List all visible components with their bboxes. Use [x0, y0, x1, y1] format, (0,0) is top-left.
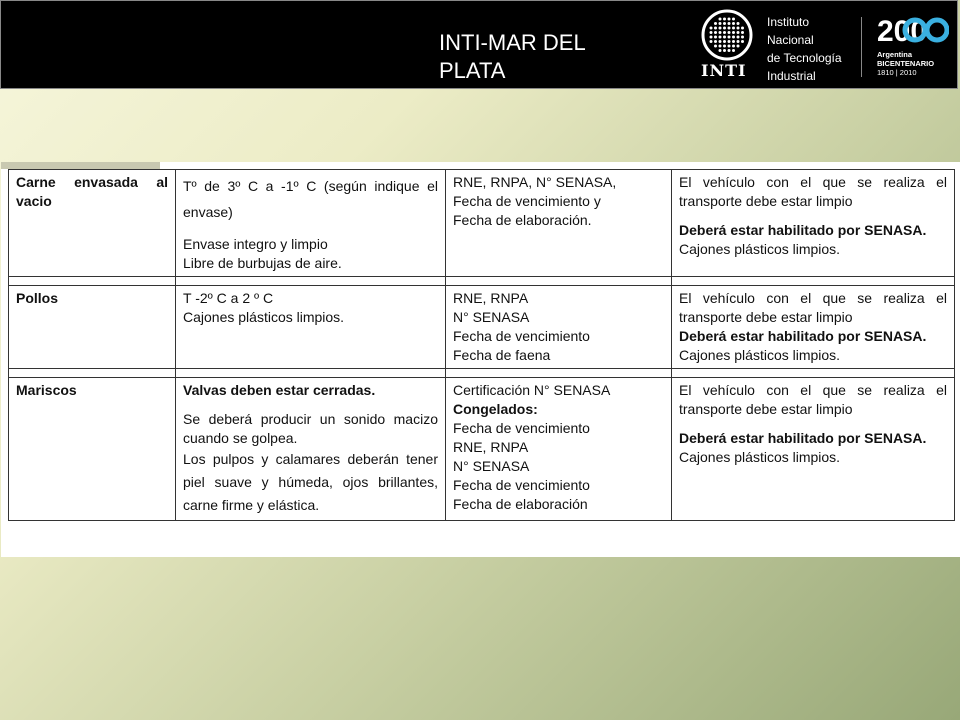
condition-line: Libre de burbujas de aire.	[183, 255, 342, 271]
bicentenario-200-icon	[877, 15, 949, 45]
transport-cell	[672, 286, 955, 369]
requirements-table	[8, 169, 955, 521]
transport-line: El vehículo con el que se realiza el transporte debe estar limpio	[679, 290, 947, 325]
bicentenario-logo	[877, 15, 959, 85]
documentation-line: Fecha de elaboración	[453, 496, 588, 512]
inti-line: Industrial	[767, 69, 816, 83]
documentation-line: Certificación N° SENASA	[453, 382, 611, 398]
transport-line: Cajones plásticos limpios.	[679, 449, 841, 465]
condition-line: Valvas deben estar cerradas.	[183, 382, 376, 398]
condition-line: Envase integro y limpio	[183, 236, 328, 252]
transport-line: Deberá estar habilitado por SENASA.	[679, 222, 927, 238]
table-spacer-row	[9, 277, 955, 286]
bicentenario-label: BICENTENARIO	[877, 59, 935, 68]
documentation-line: RNE, RNPA	[453, 290, 529, 306]
table-row	[9, 170, 955, 277]
documentation-line: Fecha de elaboración.	[453, 212, 592, 228]
documentation-line: Fecha de vencimiento	[453, 328, 590, 344]
transport-line: Cajones plásticos limpios.	[679, 347, 841, 363]
bicentenario-country: Argentina	[877, 50, 913, 59]
documentation-line: Fecha de vencimiento	[453, 420, 590, 436]
bicentenario-years: 1810 | 2010	[877, 68, 917, 77]
table-spacer-row	[9, 369, 955, 378]
bicentenario-number: 200	[877, 15, 928, 45]
header-bar	[0, 0, 958, 89]
transport-line: Deberá estar habilitado por SENASA.	[679, 430, 927, 446]
inti-institution-name	[767, 13, 857, 85]
documentation-cell	[446, 170, 672, 277]
documentation-cell	[446, 378, 672, 521]
product-cell: Pollos	[9, 286, 176, 369]
conditions-cell	[176, 170, 446, 277]
logo-divider	[861, 17, 862, 77]
requirements-table-image	[1, 162, 960, 557]
inti-globe-icon	[701, 9, 753, 61]
documentation-cell	[446, 286, 672, 369]
documentation-line: N° SENASA	[453, 309, 530, 325]
condition-line: Tº de 3º C a -1º C (según indique el envase)	[183, 178, 438, 220]
conditions-cell	[176, 378, 446, 521]
product-cell: Mariscos	[9, 378, 176, 521]
condition-line: Los pulpos y calamares deberán tener piel suave y húmeda, ojos brillantes, carne firme y elástica.	[183, 451, 438, 513]
documentation-line: RNE, RNPA, N° SENASA,	[453, 174, 617, 190]
transport-cell	[672, 378, 955, 521]
condition-line: Cajones plásticos limpios.	[183, 309, 345, 325]
table-row	[9, 378, 955, 521]
documentation-line: Fecha de vencimiento	[453, 477, 590, 493]
condition-line: T -2º C a 2 º C	[183, 290, 274, 306]
transport-line: Cajones plásticos limpios.	[679, 241, 841, 257]
table-row	[9, 286, 955, 369]
documentation-line: Fecha de vencimiento y	[453, 193, 601, 209]
transport-line: Deberá estar habilitado por SENASA.	[679, 328, 927, 344]
transport-line: El vehículo con el que se realiza el transporte debe estar limpio	[679, 174, 947, 209]
documentation-line: Congelados:	[453, 401, 538, 417]
inti-line: de Tecnología	[767, 51, 842, 65]
product-cell: Carne envasada al vacio	[9, 170, 176, 277]
condition-line: Se deberá producir un sonido macizo cuando se golpea.	[183, 411, 438, 446]
inti-wordmark: INTI	[701, 61, 747, 80]
inti-line: Nacional	[767, 33, 814, 47]
documentation-line: N° SENASA	[453, 458, 530, 474]
inti-line: Instituto	[767, 15, 810, 29]
documentation-line: Fecha de faena	[453, 347, 551, 363]
transport-line: El vehículo con el que se realiza el transporte debe estar limpio	[679, 382, 947, 417]
transport-cell	[672, 170, 955, 277]
conditions-cell	[176, 286, 446, 369]
page-title: INTI-MAR DEL PLATA	[439, 30, 585, 83]
documentation-line: RNE, RNPA	[453, 439, 529, 455]
